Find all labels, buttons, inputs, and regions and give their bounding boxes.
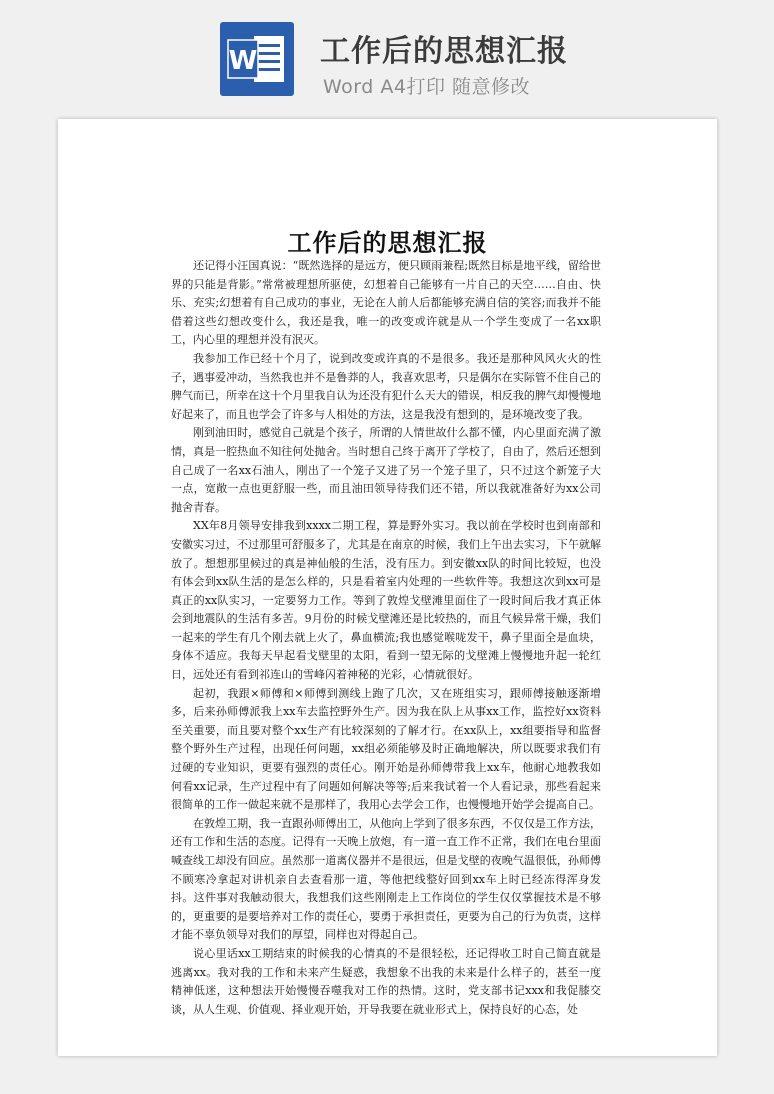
paragraph: 刚到油田时，感觉自己就是个孩子，所谓的人情世故什么都不懂，内心里面充满了激情，真是一腔热血不知往何处抛舍。当时想自己终于离开了学校了，自由了，然后还想到自己成了一名xx石油人，刚出了一个笼子又进了另一个笼子里了，只不过这个新笼子大一点，宽敞一点也更舒服一些，而且油田领导待我们还不错，所以我就准备好为xx公司抛舍青春。	[171, 426, 601, 514]
paragraph: 我参加工作已经十个月了，说到改变或许真的不是很多。我还是那种风风火火的性子，遇事爱冲动，当然我也并不是鲁莽的人，我喜欢思考，只是偶尔在实际管不住自己的脾气而已，所幸在这十个月里我自认为还没有犯什么天大的错误，相反我的脾气却慢慢地好起来了，而且也学会了许多与人相处的方法，这是我没有想到的，是环境改变了我。	[171, 351, 601, 421]
banner-title: 工作后的思想汇报	[320, 34, 568, 69]
paragraph: 还记得小汪国真说：“既然选择的是远方，便只顾雨兼程;既然目标是地平线，留给世界的只能是背影。”常常被理想所驱使，幻想着自己能够有一片自己的天空……自由、快乐、充实;幻想着有自己成功的事业，无论在人前人后都能够充满自信的笑容;而我并不能借着这些幻想改变什么，我还是我，唯一的改变或许就是从一个学生变成了一名xx职工，内心里的理想并没有泯灭。	[171, 259, 601, 347]
document-title: 工作后的思想汇报	[287, 228, 488, 257]
document-page	[58, 119, 717, 1056]
paragraph: 说心里话xx工期结束的时候我的心情真的不是很轻松，还记得收工时自己简直就是逃离xx。我对我的工作和未来产生疑惑，我想象不出我的未来是什么样子的，甚至一度精神低迷，这种想法开始慢慢吞噬我对工作的热情。这时，党支部书记xxx和我促膝交谈，从人生观、价值观、择业观开始，开导我要在就业形式上，保持良好的心态，处	[171, 946, 601, 1016]
word-document-icon	[220, 22, 294, 96]
word-icon-letter: W	[228, 46, 258, 76]
banner-subtitle: Word A4打印 随意修改	[323, 76, 531, 98]
paragraph: XX年8月领导安排我到xxxx二期工程，算是野外实习。我以前在学校时也到南部和安徽实习过，不过那里可舒服多了，尤其是在南京的时候，我们上午出去实习，下午就解放了。想想那里候过的真是神仙般的生活，没有压力。到安徽xx队的时间比较短，也没有体会到xx队生活的是怎么样的，只是看着室内处理的一些软件等。我想这次到xx可是真正的xx队实习，一定要努力工作。等到了敦煌戈壁滩里面住了一段时间后我才真正体会到地震队的生活有多苦。9月份的时候戈壁滩还是比较热的，而且气候异常干燥，我们一起来的学生有几个刚去就上火了，鼻血横流;我也感觉喉咙发干，鼻子里面全是血块，身体不适应。我每天早起看戈壁里的太阳，看到一望无际的戈壁滩上慢慢地升起一轮红日，远处还有看到祁连山的雪峰闪着神秘的光彩，心情就很好。	[171, 519, 601, 682]
header-banner	[0, 0, 774, 118]
paragraph: 起初，我跟×师傅和×师傅到测线上跑了几次，又在班组实习，跟师傅接触逐渐增多，后来孙师傅派我上xx车去监控野外生产。因为我在队上从事xx工作，监控好xx资料至关重要，而且要对整个xx生产有比较深刻的了解才行。在xx队上，xx组要指导和监督整个野外生产过程，出现任何问题，xx组必须能够及时正确地解决，所以既要求我们有过硬的专业知识，更要有强烈的责任心。刚开始是孙师傅带我上xx车，他耐心地教我如何看xx记录，生产过程中有了问题如何解决等等;后来我试着一个人看记录，那些看起来很简单的工作一做起来就不是那样了，我用心去学会工作，也慢慢地开始学会提高自己。	[171, 686, 601, 812]
paragraph: 在敦煌工期，我一直跟孙师傅出工，从他向上学到了很多东西，不仅仅是工作方法，还有工作和生活的态度。记得有一天晚上放炮，有一道一直工作不正常，我们在电台里面喊查线工却没有回应。虽然那一道离仪器并不是很远，但是戈壁的夜晚气温很低，孙师傅不顾寒冷拿起对讲机亲自去查看那一道，等他把线整好回到xx车上时已经冻得浑身发抖。这件事对我触动很大，我想我们这些刚刚走上工作岗位的学生仅仅掌握技术是不够的，更重要的是要培养对工作的责任心，要勇于承担责任，更要为自己的行为负责，这样才能不辜负领导对我们的厚望，同样也对得起自己。	[171, 816, 601, 942]
document-body	[171, 257, 601, 1019]
